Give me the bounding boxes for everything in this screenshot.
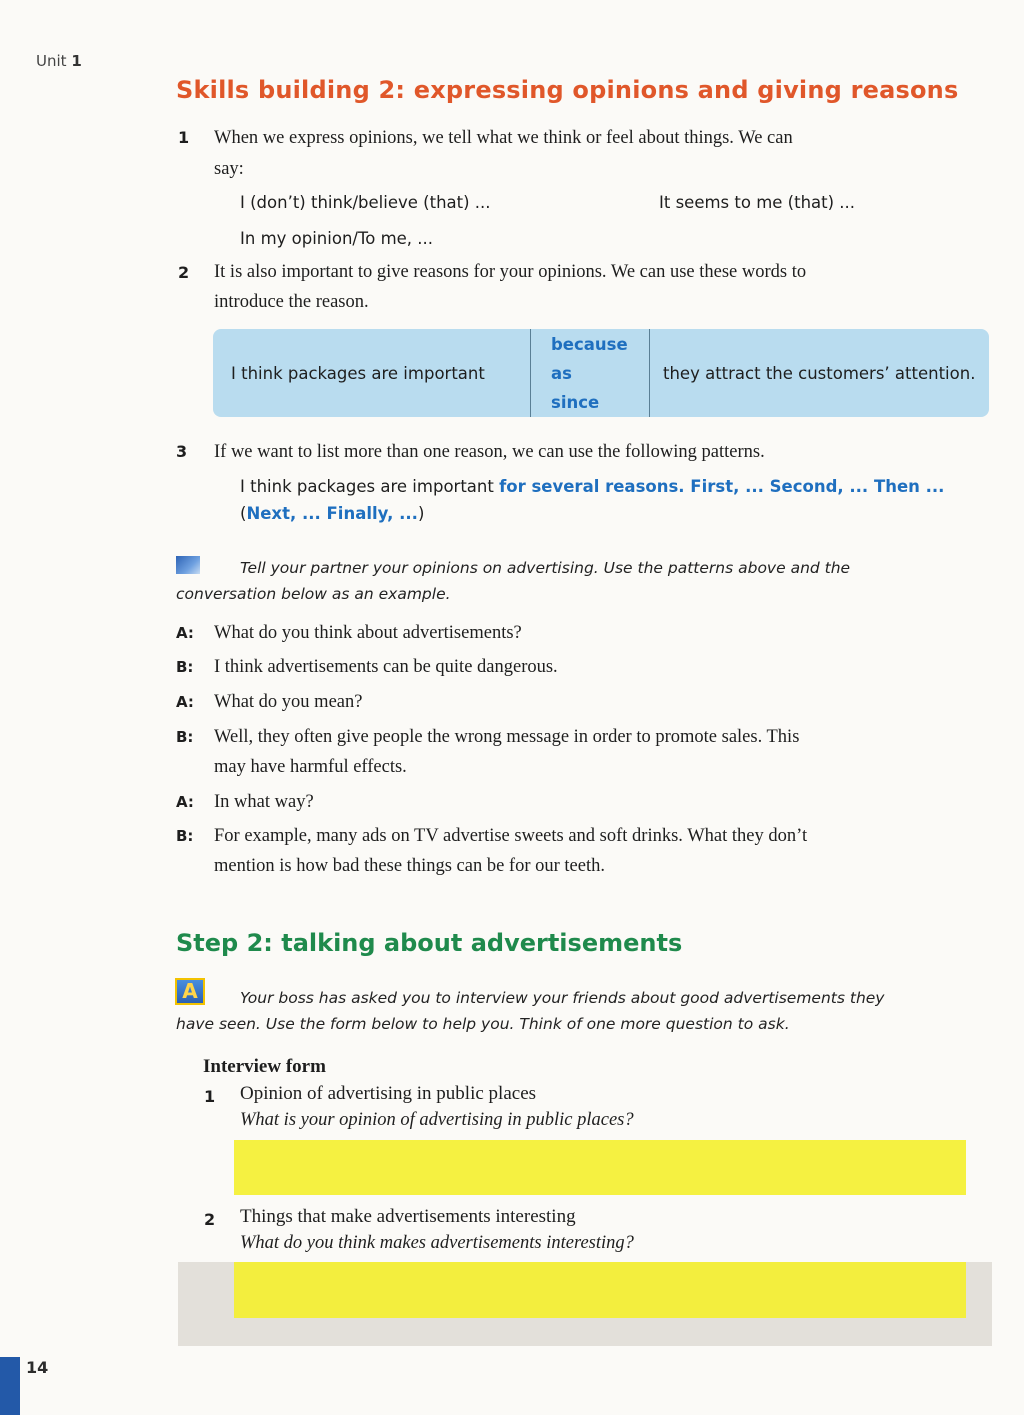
speaker-label: B:: [176, 728, 194, 746]
speaker-label: A:: [176, 793, 194, 811]
point-1-number: 1: [178, 128, 190, 147]
speaker-label: A:: [176, 624, 194, 642]
pair-instruction-line-2: conversation below as an example.: [176, 585, 451, 603]
speaker-label: B:: [176, 827, 194, 845]
activity-a-icon: A: [175, 978, 205, 1005]
unit-label: [36, 52, 82, 70]
pattern-line-2: [240, 500, 424, 527]
connector-as: as: [551, 363, 572, 383]
dialogue-text: In what way?: [214, 792, 314, 812]
connector-because: because: [551, 334, 628, 354]
step-title: Step 2: talking about advertisements: [176, 929, 683, 957]
pattern-paren-open: (: [240, 504, 247, 523]
dialogue: [176, 618, 986, 885]
answer-box-2[interactable]: [234, 1262, 966, 1318]
point-3-line-1: If we want to list more than one reason, we can use the following patterns.: [214, 442, 765, 462]
interview-form-heading: Interview form: [203, 1056, 326, 1077]
dialogue-line: [176, 787, 986, 821]
pattern-paren-close: ): [417, 504, 425, 523]
speaker-label: A:: [176, 693, 194, 711]
opinion-phrase-seems: It seems to me (that) ...: [659, 193, 856, 212]
point-3-number: 3: [176, 442, 188, 461]
pattern-blue: for several reasons. First, ... Second, ... Then ...: [499, 477, 945, 496]
question-2-text: What do you think makes advertisements interesting?: [240, 1233, 634, 1253]
point-2-line-2: introduce the reason.: [214, 292, 369, 312]
pair-work-icon: [176, 556, 200, 574]
reason-table: [213, 329, 989, 417]
opinion-phrase-think: I (don’t) think/believe (that) ...: [240, 193, 491, 212]
dialogue-text: I think advertisements can be quite dangerous.: [214, 657, 558, 677]
point-2-number: 2: [178, 263, 190, 282]
dialogue-line: [176, 722, 986, 787]
dialogue-line: [176, 821, 986, 885]
unit-number: 1: [71, 52, 82, 70]
reason-table-divider-left: [530, 329, 531, 417]
question-1-number: 1: [204, 1087, 216, 1106]
speaker-label: B:: [176, 658, 194, 676]
question-1-text: What is your opinion of advertising in public places?: [240, 1110, 634, 1130]
connector-since: since: [551, 392, 600, 412]
point-2-line-1: It is also important to give reasons for your opinions. We can use these words to: [214, 262, 807, 282]
dialogue-text-cont: may have harmful effects.: [214, 757, 407, 777]
dialogue-line: [176, 652, 986, 687]
step-instruction-line-1: Your boss has asked you to interview your friends about good advertisements they: [240, 989, 885, 1007]
page-number-tab: [0, 1357, 20, 1415]
dialogue-line: [176, 618, 986, 652]
step-instruction-line-2: have seen. Use the form below to help you. Think of one more question to ask.: [176, 1015, 790, 1033]
section-title: Skills building 2: expressing opinions and giving reasons: [176, 76, 959, 104]
opinion-phrase-in-my-opinion: In my opinion/To me, ...: [240, 229, 434, 248]
question-1-title: Opinion of advertising in public places: [240, 1083, 537, 1104]
reason-table-divider-right: [649, 329, 650, 417]
pair-instruction-line-1: Tell your partner your opinions on advertising. Use the patterns above and the: [240, 559, 851, 577]
point-1-line-1: When we express opinions, we tell what we think or feel about things. We can: [214, 128, 793, 148]
question-2-title: Things that make advertisements interesting: [240, 1206, 576, 1227]
question-2-number: 2: [204, 1210, 216, 1229]
answer-box-1[interactable]: [234, 1140, 966, 1195]
dialogue-text: Well, they often give people the wrong message in order to promote sales. This: [214, 727, 800, 747]
page-number: 14: [26, 1358, 49, 1377]
dialogue-text: What do you mean?: [214, 692, 363, 712]
pattern-next-finally: Next, ... Finally, ...: [246, 504, 418, 523]
unit-label-text: Unit: [36, 52, 67, 70]
reason-table-reason: they attract the customers’ attention.: [663, 363, 976, 383]
pattern-line-1: [240, 473, 944, 500]
dialogue-line: [176, 687, 986, 722]
pattern-plain: I think packages are important: [240, 477, 494, 496]
dialogue-text-cont: mention is how bad these things can be for our teeth.: [214, 856, 605, 876]
reason-table-opinion: I think packages are important: [231, 363, 485, 383]
dialogue-text: For example, many ads on TV advertise sweets and soft drinks. What they don’t: [214, 826, 808, 846]
point-1-line-2: say:: [214, 159, 244, 179]
dialogue-text: What do you think about advertisements?: [214, 623, 522, 643]
reason-table-connectors: [551, 329, 651, 417]
